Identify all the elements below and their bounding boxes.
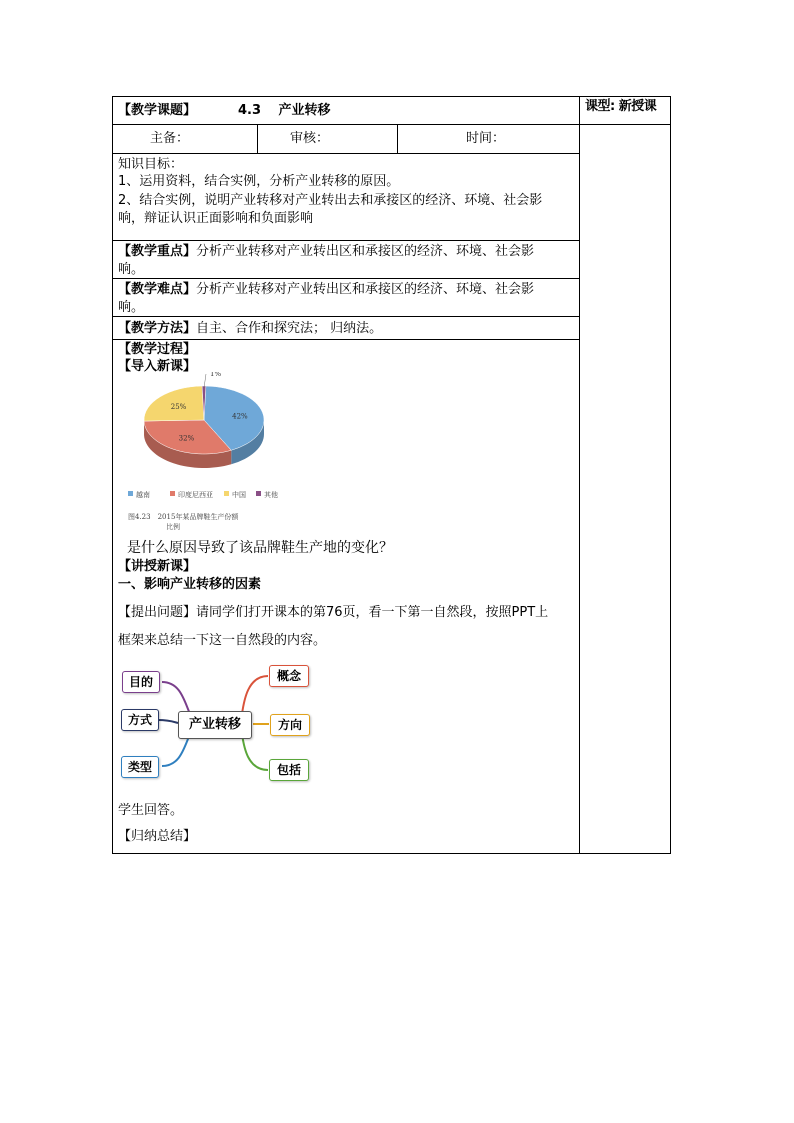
prompt-label: 【提出问题】 bbox=[118, 605, 197, 620]
legend-swatch-3 bbox=[256, 491, 261, 496]
pie-data-label-3: 1% bbox=[210, 372, 222, 378]
difficulty-label: 【教学难点】 bbox=[118, 282, 197, 297]
topic-label: 【教学课题】 bbox=[118, 103, 197, 118]
preparer-label: 主备： bbox=[150, 131, 190, 146]
chart-caption-line-2: 比例 bbox=[166, 523, 180, 531]
pie-data-label-2: 25% bbox=[170, 403, 187, 412]
legend-label-0: 越南 bbox=[136, 491, 150, 499]
key-point-text: 分析产业转移对产业转出区和承接区的经济、环境、社会影 bbox=[196, 244, 535, 259]
key-point-line-1 bbox=[118, 243, 534, 260]
pie-data-label-1: 32% bbox=[178, 434, 195, 443]
topic-value: 4.3 产业转移 bbox=[238, 103, 331, 118]
objectives-line-2a: 2、结合实例，说明产业转移对产业转出去和承接区的经济、环境、社会影 bbox=[118, 193, 543, 208]
pie-data-label-0: 42% bbox=[232, 412, 248, 421]
mind-node-include: 包括 bbox=[269, 759, 309, 781]
table-divider-side bbox=[579, 96, 580, 854]
prompt-text: 请同学们打开课本的第76页，看一下第一自然段，按照PPT上 bbox=[196, 605, 549, 620]
legend-swatch-1 bbox=[170, 491, 175, 496]
legend-label-2: 中国 bbox=[232, 491, 246, 499]
mind-node-purpose: 目的 bbox=[122, 671, 160, 693]
student-answer: 学生回答。 bbox=[118, 803, 184, 818]
process-heading: 【教学过程】 bbox=[118, 342, 197, 357]
mind-map bbox=[118, 658, 318, 790]
reviewer-label: 审核： bbox=[290, 131, 330, 146]
prompt-line-1 bbox=[118, 604, 548, 621]
pie-chart-svg bbox=[120, 372, 300, 532]
lecture-heading: 【讲授新课】 bbox=[118, 559, 197, 574]
table-border-bottom bbox=[112, 853, 671, 854]
chart-caption-line-1: 图4.23 2015年某品牌鞋生产份额 bbox=[128, 513, 239, 521]
table-row-line-4 bbox=[112, 278, 579, 279]
table-border-top bbox=[112, 96, 671, 97]
summary-heading: 【归纳总结】 bbox=[118, 829, 197, 844]
legend-label-1: 印度尼西亚 bbox=[178, 491, 213, 499]
mind-node-center: 产业转移 bbox=[178, 711, 252, 739]
connector-method bbox=[158, 720, 178, 723]
mind-node-method: 方式 bbox=[121, 709, 159, 731]
objectives-title: 知识目标： bbox=[118, 157, 184, 172]
prompt-line-2: 框架来总结一下这一自然段的内容。 bbox=[118, 633, 327, 648]
table-row-line-3 bbox=[112, 240, 579, 241]
table-row-line-2 bbox=[112, 153, 579, 154]
objectives-line-1: 1、运用资料，结合实例，分析产业转移的原因。 bbox=[118, 174, 400, 189]
time-label: 时间： bbox=[466, 131, 506, 146]
section-1-heading: 一、影响产业转移的因素 bbox=[118, 577, 262, 592]
mind-node-concept: 概念 bbox=[269, 665, 309, 687]
table-row-line-1 bbox=[112, 124, 671, 125]
connector-include bbox=[242, 734, 268, 770]
method-label: 【教学方法】 bbox=[118, 321, 197, 336]
difficulty-line-2: 响。 bbox=[118, 300, 145, 315]
legend-swatch-0 bbox=[128, 491, 133, 496]
table-col-line-2 bbox=[397, 124, 398, 154]
legend-swatch-2 bbox=[224, 491, 229, 496]
objectives-line-2b: 响，辩证认识正面影响和负面影响 bbox=[118, 211, 314, 226]
method-text: 自主、合作和探究法； 归纳法。 bbox=[196, 321, 383, 336]
table-row-line-6 bbox=[112, 339, 579, 340]
intro-question: 是什么原因导致了该品牌鞋生产地的变化？ bbox=[127, 540, 393, 556]
table-border-left bbox=[112, 96, 113, 854]
method-line bbox=[118, 320, 382, 337]
table-border-right bbox=[670, 96, 671, 854]
table-col-line-1 bbox=[257, 124, 258, 154]
mind-node-type: 类型 bbox=[121, 756, 159, 778]
legend-label-3: 其他 bbox=[264, 491, 278, 499]
intro-heading: 【导入新课】 bbox=[118, 359, 197, 374]
connector-concept bbox=[242, 676, 268, 714]
connector-purpose bbox=[162, 682, 190, 714]
lesson-type: 课型: 新授课 bbox=[585, 99, 657, 114]
key-point-label: 【教学重点】 bbox=[118, 244, 197, 259]
pie-chart bbox=[120, 372, 300, 532]
difficulty-text: 分析产业转移对产业转出区和承接区的经济、环境、社会影 bbox=[196, 282, 535, 297]
difficulty-line-1 bbox=[118, 281, 534, 298]
mind-node-direction: 方向 bbox=[270, 714, 310, 736]
key-point-line-2: 响。 bbox=[118, 262, 145, 277]
table-row-line-5 bbox=[112, 316, 579, 317]
